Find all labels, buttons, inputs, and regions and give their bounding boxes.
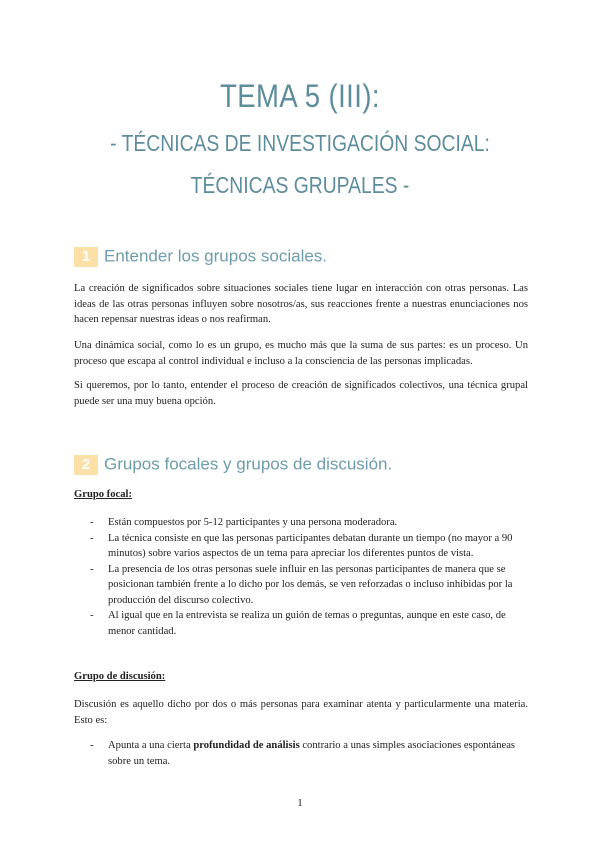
list-item: - La técnica consiste en que las personas participantes debatan durante un tiempo (no mayor a 90 minutos) sobre varios aspectos de un tema para apreciar los diferentes puntos de vista.	[90, 532, 513, 559]
list-item: - Al igual que en la entrevista se realiza un guión de temas o preguntas, aunque en este caso, de menor cantidad.	[90, 610, 506, 637]
page-subtitle-line1: - TÉCNICAS DE INVESTIGACIÓN SOCIAL:	[110, 130, 490, 156]
grupo-focal-subheading: Grupo focal:	[74, 489, 132, 500]
section-1-paragraph-1: La creación de significados sobre situaciones sociales tiene lugar en interacción con otras personas. Las ideas de las otras personas influyen sobre nosotros/as, sus reacciones frente a nuestras enunciaciones nos hacen repensar nuestras ideas o nos reafirman.	[74, 283, 528, 325]
page-title: TEMA 5 (III):	[219, 78, 381, 114]
page-subtitle-line2: TÉCNICAS GRUPALES -	[190, 172, 410, 198]
section-1-number: 1	[74, 247, 98, 267]
section-1-paragraph-3: Si queremos, por lo tanto, entender el proceso de creación de significados colectivos, una técnica grupal puede ser una muy buena opción.	[74, 380, 528, 407]
bold-phrase: profundidad de análisis	[193, 740, 300, 751]
page-number: 1	[297, 797, 303, 809]
grupo-discusion-subheading: Grupo de discusión:	[74, 671, 166, 682]
grupo-discusion-paragraph: Discusión es aquello dicho por dos o más personas para examinar atenta y particularmente una materia. Esto es:	[74, 699, 528, 726]
section-2-heading	[74, 454, 392, 476]
list-item: - La presencia de los otras personas suele influir en las personas participantes de manera que se posicionan también frente a lo dicho por los demás, se ven reforzadas o incluso inhibidas por la producción del discurso colectivo.	[90, 563, 513, 606]
grupo-discusion-list	[74, 738, 530, 769]
section-2-number: 2	[74, 455, 98, 475]
section-1-heading	[74, 246, 327, 268]
list-item: - Apunta a una cierta profundidad de análisis contrario a unas simples asociaciones espontáneas sobre un tema.	[90, 740, 516, 767]
section-1-paragraph-2: Una dinámica social, como lo es un grupo, es mucho más que la suma de sus partes: es un proceso. Un proceso que escapa al control individual e incluso a la consciencia de las personas implicadas.	[74, 340, 528, 367]
section-2-title: Grupos focales y grupos de discusión.	[104, 454, 393, 474]
list-item: - Están compuestos por 5-12 participantes y una persona moderadora.	[90, 517, 398, 528]
section-1-title: Entender los grupos sociales.	[104, 246, 328, 266]
grupo-focal-list	[74, 515, 530, 639]
